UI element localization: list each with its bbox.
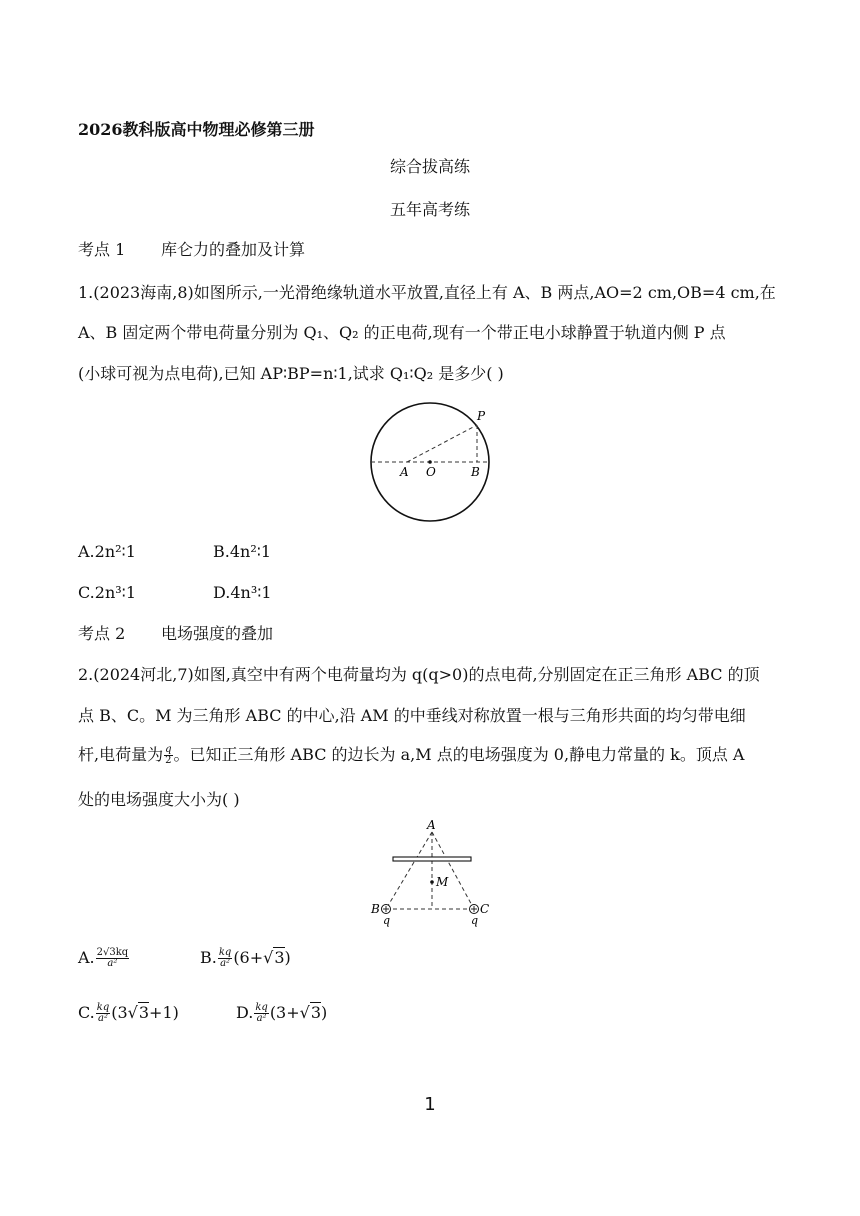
option-b-prefix: B.	[200, 948, 217, 967]
option-c-fraction	[96, 1003, 110, 1024]
topic-2-title: 电场强度的叠加	[161, 624, 274, 643]
side-ac	[432, 832, 474, 909]
option-c-denominator: a²	[98, 1013, 108, 1024]
topic-1-label: 考点 1	[78, 240, 126, 259]
option-a-denominator: a²	[107, 958, 118, 969]
triangle-figure	[362, 818, 502, 928]
option-a-fraction	[96, 948, 130, 969]
option-b-tail-close: )	[284, 948, 291, 967]
ap-segment	[407, 425, 477, 462]
section-title: 综合拔高练	[389, 157, 470, 176]
question-2-line-2: 点 B、C。M 为三角形 ABC 的中心,沿 AM 的中垂线对称放置一根与三角形共面的均匀带电细	[78, 706, 746, 725]
option-b-denominator: a²	[220, 958, 231, 969]
question-2-option-b: B. $\frac{kq}{\text{a²}}$ (6+√3)	[200, 947, 291, 969]
option-d-tail-close: )	[321, 1003, 328, 1022]
question-1-line-3: (小球可视为点电荷),已知 AP∶BP=n∶1,试求 Q₁∶Q₂ 是多少( )	[78, 364, 504, 383]
question-1-option-c: C.2n³∶1	[78, 583, 136, 602]
charge-fraction-numerator: q	[165, 744, 172, 755]
option-d-fraction	[254, 1003, 268, 1024]
question-2-option-a	[78, 948, 130, 969]
topic-1-title: 库仑力的叠加及计算	[161, 240, 306, 259]
center-point-o	[428, 460, 432, 464]
label-charge-b: q	[383, 914, 391, 927]
option-c-tail-open: (3	[111, 1003, 128, 1022]
option-d-prefix: D.	[236, 1003, 254, 1022]
question-2-option-c: C. $\frac{kq}{\text{a²}}$ (3√3+1)	[78, 1002, 179, 1024]
option-a-numerator: 2√3kq	[96, 947, 129, 958]
question-2-line-1: 2.(2024河北,7)如图,真空中有两个电荷量均为 q(q>0)的点电荷,分别固定在正三角形 ABC 的顶	[78, 665, 760, 684]
label-b: B	[471, 465, 480, 479]
question-2-line-3	[78, 745, 744, 766]
option-b-fraction	[218, 948, 232, 969]
option-a-prefix: A.	[78, 948, 95, 967]
question-2-line-4: 处的电场强度大小为( )	[78, 790, 240, 809]
label-p: P	[477, 409, 486, 423]
topic-2-label: 考点 2	[78, 624, 126, 643]
charged-rod	[393, 857, 471, 861]
option-c-sqrt: 3	[138, 1003, 150, 1022]
circle-track-figure	[360, 378, 500, 524]
question-2-option-d: D. $\frac{kq}{\text{a²}}$ (3+√3)	[236, 1002, 328, 1024]
label-vertex-c: C	[480, 902, 490, 916]
label-o: O	[426, 465, 436, 479]
label-vertex-a: A	[427, 818, 436, 832]
option-c-numerator: kq	[96, 1002, 110, 1013]
label-a: A	[400, 465, 409, 479]
question-1-option-a: A.2n²∶1	[78, 542, 136, 561]
option-d-sqrt: 3	[310, 1003, 322, 1022]
option-c-prefix: C.	[78, 1003, 95, 1022]
option-d-denominator: a²	[256, 1013, 267, 1024]
question-1-option-b: B.4n²∶1	[213, 542, 272, 561]
question-1-line-2: A、B 固定两个带电荷量分别为 Q₁、Q₂ 的正电荷,现有一个带正电小球静置于轨道内侧 P 点	[78, 323, 726, 342]
question-2-line-3-prefix: 杆,电荷量为	[78, 745, 164, 764]
sub-title: 五年高考练	[389, 200, 470, 219]
option-d-numerator: kq	[255, 1002, 268, 1013]
label-vertex-b: B	[371, 902, 380, 916]
option-b-numerator: kq	[218, 947, 232, 958]
option-d-tail-open: (3+	[269, 1003, 300, 1022]
option-b-sqrt: 3	[274, 948, 285, 967]
question-2-line-3-suffix: 。已知正三角形 ABC 的边长为 a,M 点的电场强度为 0,静电力常量的 k。顶点 A	[173, 745, 745, 764]
page-number: 1	[424, 1094, 436, 1115]
center-point-m	[430, 880, 434, 884]
charge-fraction-denominator: 2	[165, 755, 172, 766]
label-charge-c: q	[471, 914, 479, 927]
side-ab	[386, 832, 432, 909]
charge-fraction	[164, 745, 172, 766]
question-1-line-1: 1.(2023海南,8)如图所示,一光滑绝缘轨道水平放置,直径上有 A、B 两点,AO=2 cm,OB=4 cm,在	[78, 283, 776, 302]
option-c-tail-close: +1)	[149, 1003, 179, 1022]
option-b-tail-open: (6+	[233, 948, 264, 967]
label-m: M	[436, 875, 449, 889]
question-1-option-d: D.4n³∶1	[213, 583, 272, 602]
document-header: 2026教科版高中物理必修第三册	[78, 120, 315, 139]
